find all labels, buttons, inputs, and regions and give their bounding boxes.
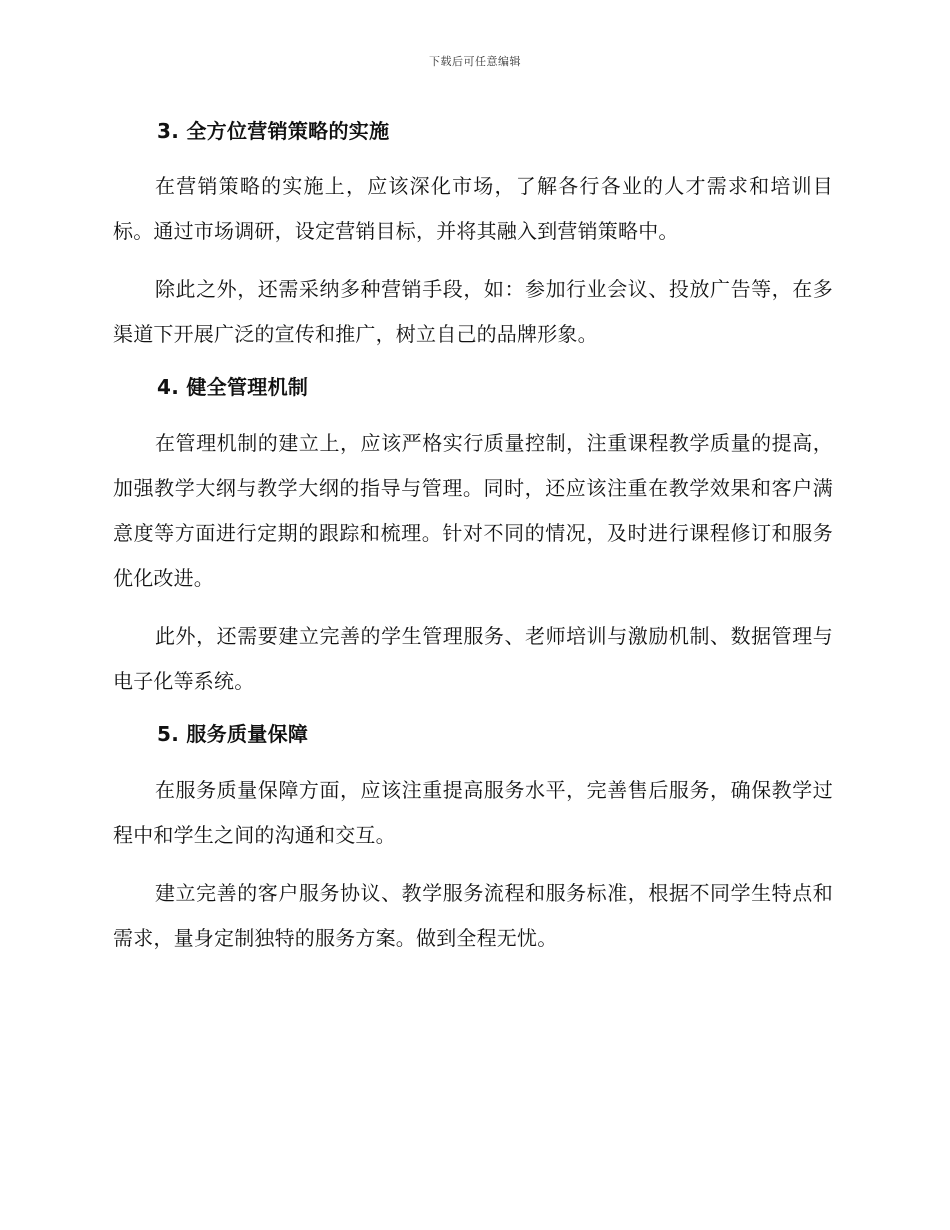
paragraph: 在营销策略的实施上，应该深化市场，了解各行各业的人才需求和培训目标。通过市场调研，设定营销目标，并将其融入到营销策略中。: [113, 174, 833, 243]
section-heading-5: 5. 服务质量保障: [157, 722, 309, 746]
paragraph: 在管理机制的建立上，应该严格实行质量控制，注重课程教学质量的提高，加强教学大纲与教学大纲的指导与管理。同时，还应该注重在教学效果和客户满意度等方面进行定期的跟踪和梳理。针对不同的情况，及时进行课程修订和服务优化改进。: [113, 431, 833, 590]
page-header: 下载后可任意编辑: [429, 55, 521, 68]
document-body: [113, 110, 833, 961]
paragraph: 在服务质量保障方面，应该注重提高服务水平，完善售后服务，确保教学过程中和学生之间的沟通和交互。: [113, 778, 833, 847]
section-heading-4: 4. 健全管理机制: [157, 375, 309, 399]
section-heading-3: 3. 全方位营销策略的实施: [157, 119, 390, 143]
paragraph: 除此之外，还需采纳多种营销手段，如：参加行业会议、投放广告等，在多渠道下开展广泛的宣传和推广，树立自己的品牌形象。: [113, 277, 833, 346]
paragraph: 建立完善的客户服务协议、教学服务流程和服务标准，根据不同学生特点和需求，量身定制独特的服务方案。做到全程无忧。: [113, 881, 833, 950]
paragraph: 此外，还需要建立完善的学生管理服务、老师培训与激励机制、数据管理与电子化等系统。: [113, 624, 833, 693]
